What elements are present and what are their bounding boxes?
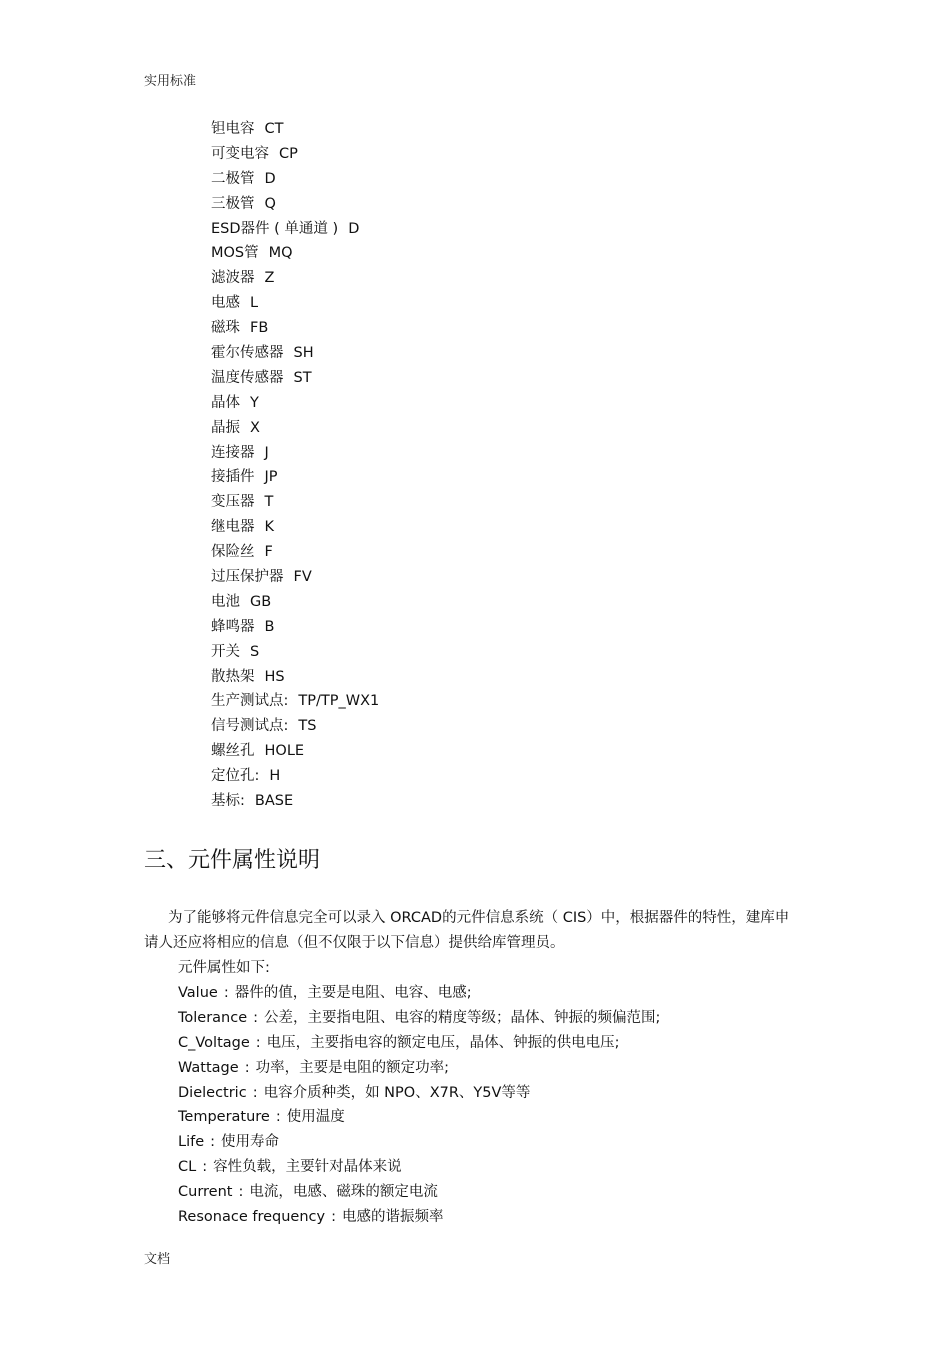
- designator-item: [211, 764, 379, 789]
- attribute-separator: :: [202, 1159, 208, 1176]
- attribute-key: Current: [178, 1184, 233, 1201]
- attribute-item: [178, 1031, 660, 1056]
- designator-name: 晶体: [211, 394, 240, 411]
- page-footer-label: 文档: [144, 1252, 171, 1267]
- designator-name: 定位孔:: [211, 768, 260, 785]
- designator-item: [211, 142, 379, 167]
- designator-item: [211, 217, 379, 242]
- designator-name: 电感: [211, 295, 240, 312]
- designator-code: HOLE: [264, 743, 305, 760]
- attribute-separator: :: [275, 1109, 281, 1126]
- attribute-item: [178, 1155, 660, 1180]
- attribute-item: [178, 1105, 660, 1130]
- designator-code: Q: [264, 195, 276, 212]
- designator-name: 基标:: [211, 793, 245, 810]
- attribute-item: [178, 1081, 660, 1106]
- attribute-key: Resonace frequency: [178, 1209, 326, 1226]
- designator-item: [211, 739, 379, 764]
- designator-item: [211, 615, 379, 640]
- intro-paragraph: 为了能够将元件信息完全可以录入 ORCAD的元件信息系统（ CIS）中，根据器件的特性，建库申请人还应将相应的信息（但不仅限于以下信息）提供给库管理员。: [144, 910, 790, 951]
- designator-code: FB: [250, 320, 269, 337]
- designator-name: 散热架: [211, 668, 255, 685]
- designator-code: L: [250, 295, 259, 312]
- attribute-description: 电感的谐振频率: [341, 1209, 444, 1226]
- designator-code: D: [348, 220, 360, 237]
- designator-code: TS: [298, 718, 317, 735]
- attribute-item: [178, 1180, 660, 1205]
- designator-code: HS: [264, 668, 285, 685]
- designator-name: 过压保护器: [211, 569, 284, 586]
- designator-item: [211, 490, 379, 515]
- attribute-item: [178, 1205, 660, 1230]
- attribute-item: [178, 981, 660, 1006]
- designator-item: [211, 540, 379, 565]
- attribute-description: 功率，主要是电阻的额定功率;: [255, 1059, 449, 1076]
- designator-item: [211, 565, 379, 590]
- attribute-description: 电流，电感、磁珠的额定电流: [249, 1184, 438, 1201]
- designator-item: [211, 689, 379, 714]
- designator-code: D: [264, 170, 276, 187]
- designator-item: [211, 665, 379, 690]
- attribute-key: Temperature: [178, 1109, 270, 1126]
- designator-item: [211, 441, 379, 466]
- designator-name: 开关: [211, 643, 240, 660]
- attribute-key: Tolerance: [178, 1009, 248, 1026]
- designator-list: [211, 117, 379, 814]
- designator-item: [211, 714, 379, 739]
- designator-item: [211, 291, 379, 316]
- designator-name: 温度传感器: [211, 369, 284, 386]
- designator-code: MQ: [268, 245, 293, 262]
- designator-name: 晶振: [211, 419, 240, 436]
- attribute-description: 电压，主要指电容的额定电压，晶体、钟振的供电电压;: [266, 1034, 620, 1051]
- designator-item: [211, 590, 379, 615]
- designator-name: 接插件: [211, 469, 255, 486]
- designator-code: K: [264, 519, 275, 536]
- designator-code: TP/TP_WX1: [298, 693, 380, 710]
- attribute-list: [178, 981, 660, 1230]
- designator-item: [211, 341, 379, 366]
- designator-name: 电池: [211, 593, 240, 610]
- attribute-description: 使用寿命: [221, 1134, 280, 1151]
- designator-item: [211, 789, 379, 814]
- attribute-description: 容性负载，主要针对晶体来说: [213, 1159, 402, 1176]
- designator-name: 继电器: [211, 519, 255, 536]
- designator-code: F: [264, 544, 273, 561]
- designator-item: [211, 167, 379, 192]
- designator-code: CP: [279, 145, 298, 162]
- designator-code: GB: [250, 593, 272, 610]
- designator-name: ESD器件 ( 单通道 ): [211, 220, 339, 237]
- designator-item: [211, 640, 379, 665]
- designator-item: [211, 266, 379, 291]
- designator-code: Z: [264, 270, 275, 287]
- attribute-key: Value: [178, 985, 218, 1001]
- attribute-separator: :: [238, 1184, 244, 1201]
- designator-code: JP: [264, 469, 278, 486]
- designator-code: T: [264, 494, 274, 511]
- designator-name: 霍尔传感器: [211, 345, 284, 362]
- attribute-item: [178, 1006, 660, 1031]
- designator-name: 钽电容: [211, 121, 255, 137]
- attribute-description: 使用温度: [286, 1109, 345, 1126]
- designator-item: [211, 515, 379, 540]
- designator-item: [211, 465, 379, 490]
- designator-name: 信号测试点:: [211, 718, 289, 735]
- designator-name: 滤波器: [211, 270, 255, 287]
- designator-item: [211, 366, 379, 391]
- designator-name: 磁珠: [211, 320, 240, 337]
- designator-item: [211, 316, 379, 341]
- designator-code: X: [250, 419, 260, 436]
- attribute-description: 器件的值，主要是电阻、电容、电感;: [234, 985, 472, 1001]
- attribute-key: Dielectric: [178, 1084, 247, 1101]
- attribute-separator: :: [253, 1009, 259, 1026]
- attribute-item: [178, 1130, 660, 1155]
- attribute-key: CL: [178, 1159, 197, 1176]
- designator-code: S: [250, 643, 260, 660]
- attribute-separator: :: [331, 1209, 336, 1226]
- designator-item: [211, 241, 379, 266]
- attribute-description: 电容介质种类，如 NPO、X7R、Y5V等等: [263, 1084, 531, 1101]
- designator-code: Y: [250, 394, 259, 411]
- designator-name: 二极管: [211, 170, 255, 187]
- attribute-key: Wattage: [178, 1059, 239, 1076]
- attribute-separator: :: [255, 1034, 261, 1051]
- page-header-label: 实用标准: [144, 74, 197, 89]
- designator-code: J: [264, 444, 269, 461]
- designator-item: [211, 391, 379, 416]
- attribute-key: Life: [178, 1134, 205, 1151]
- designator-name: 可变电容: [211, 145, 269, 162]
- designator-name: MOS管: [211, 245, 259, 262]
- attribute-separator: :: [244, 1059, 250, 1076]
- attribute-separator: :: [223, 985, 229, 1001]
- attribute-key: C_Voltage: [178, 1034, 250, 1051]
- attribute-item: [178, 1056, 660, 1081]
- designator-name: 三极管: [211, 195, 255, 212]
- designator-item: [211, 416, 379, 441]
- attributes-heading: 元件属性如下:: [178, 960, 270, 976]
- section-title: 三、元件属性说明: [144, 848, 321, 873]
- designator-name: 蜂鸣器: [211, 618, 255, 635]
- designator-name: 生产测试点:: [211, 693, 289, 710]
- designator-code: B: [264, 618, 275, 635]
- designator-name: 保险丝: [211, 544, 255, 561]
- designator-code: CT: [264, 121, 284, 137]
- designator-code: FV: [293, 569, 312, 586]
- designator-code: SH: [293, 345, 314, 362]
- attribute-separator: :: [210, 1134, 216, 1151]
- designator-code: BASE: [254, 793, 294, 810]
- designator-item: [211, 117, 379, 142]
- designator-name: 连接器: [211, 444, 255, 461]
- designator-code: ST: [293, 369, 312, 386]
- attribute-separator: :: [252, 1084, 258, 1101]
- designator-item: [211, 192, 379, 217]
- designator-code: H: [269, 768, 281, 785]
- designator-name: 变压器: [211, 494, 255, 511]
- attribute-description: 公差，主要指电阻、电容的精度等级；晶体、钟振的频偏范围;: [264, 1009, 661, 1026]
- designator-name: 螺丝孔: [211, 743, 255, 760]
